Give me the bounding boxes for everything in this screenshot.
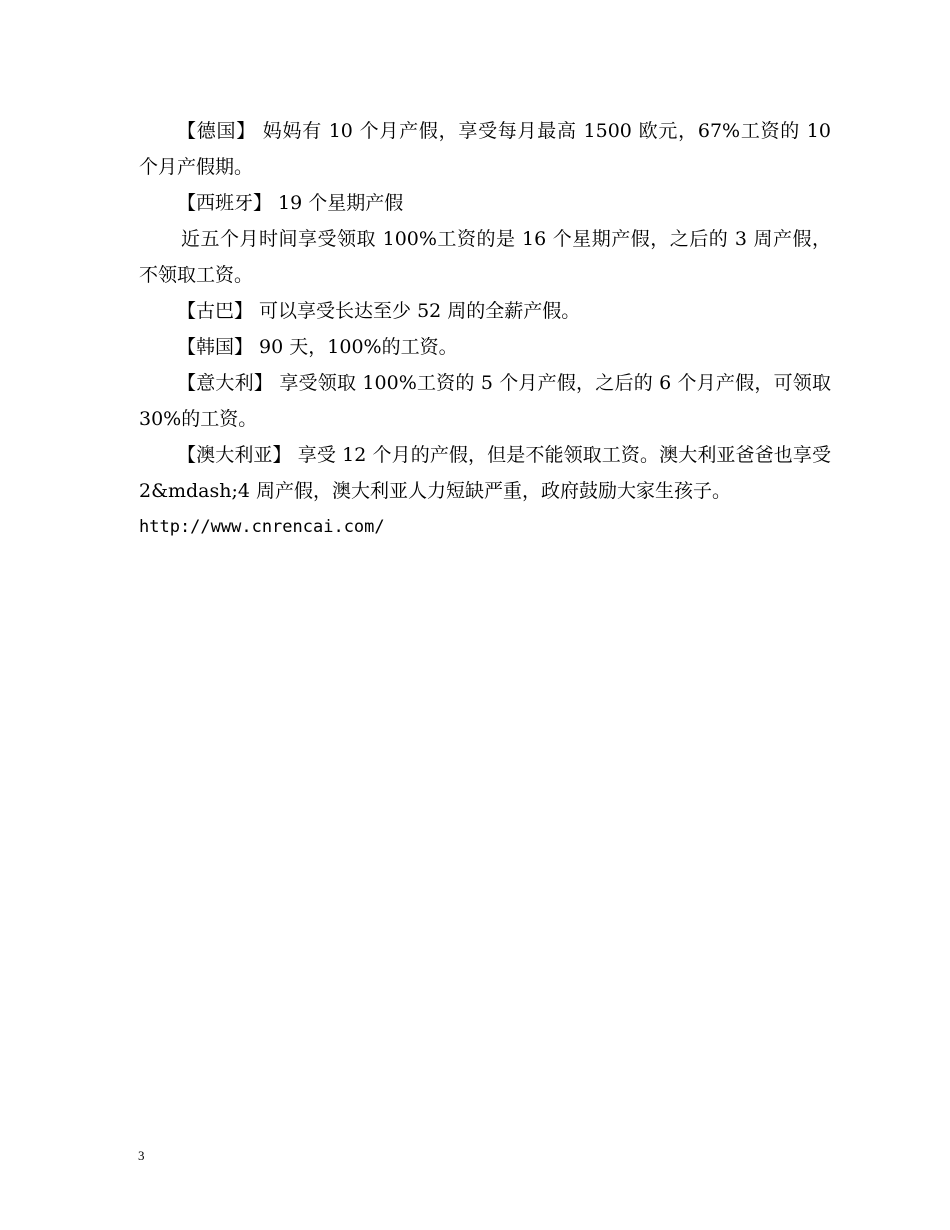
paragraph-text: 90 天，100%的工资。: [253, 336, 458, 358]
page-number: 3: [138, 1148, 145, 1163]
paragraph-germany: [139, 113, 831, 185]
paragraph-cuba: [139, 293, 831, 329]
paragraph-text: 19 个星期产假: [272, 192, 404, 214]
paragraph-italy: [139, 365, 831, 437]
source-url[interactable]: [139, 509, 831, 545]
paragraph-korea: [139, 329, 831, 365]
country-tag: 【韩国】: [177, 336, 254, 358]
country-tag: 【古巴】: [177, 300, 254, 322]
paragraph-text: 近五个月时间享受领取 100%工资的是 16 个星期产假，之后的 3 周产假，不领取工资。: [139, 228, 831, 286]
country-tag: 【德国】: [177, 120, 256, 142]
paragraph-text: 享受领取 100%工资的 5 个月产假，之后的 6 个月产假，可领取 30%的工资。: [139, 372, 831, 430]
paragraph-text: 可以享受长达至少 52 周的全薪产假。: [253, 300, 581, 322]
paragraph-text: 妈妈有 10 个月产假，享受每月最高 1500 欧元，67%工资的 10 个月产假期。: [139, 120, 831, 178]
paragraph-spain: [139, 185, 831, 221]
paragraph-text: 享受 12 个月的产假，但是不能领取工资。澳大利亚爸爸也享受 2&mdash;4 周产假，澳大利亚人力短缺严重，政府鼓励大家生孩子。: [139, 444, 831, 502]
country-tag: 【澳大利亚】: [177, 444, 292, 466]
document-body: [139, 113, 831, 545]
paragraph-spain-detail: [139, 221, 831, 293]
country-tag: 【意大利】: [177, 372, 274, 394]
paragraph-australia: [139, 437, 831, 509]
country-tag: 【西班牙】: [177, 192, 273, 214]
url-text[interactable]: http://www.cnrencai.com/: [139, 517, 385, 537]
